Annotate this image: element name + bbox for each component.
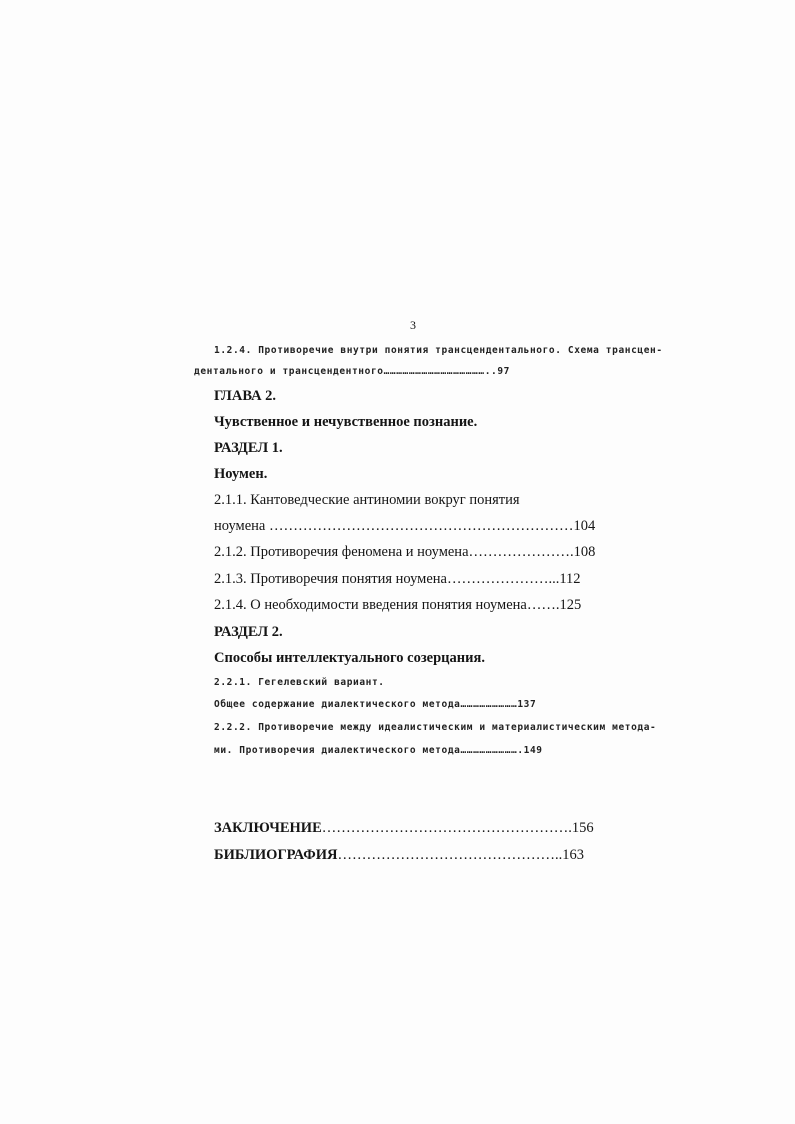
toc-entry-2-1-1-line1: 2.1.1. Кантоведческие антиномии вокруг понятия (214, 492, 520, 508)
page-number: 3 (410, 318, 416, 332)
toc-entry-2-2-1-line2: Общее содержание диалектического метода………………………137 (214, 699, 537, 710)
chapter-heading: ГЛАВА 2. (214, 388, 277, 404)
conclusion-leader: …………………………………………….156 (321, 820, 594, 836)
toc-entry-2-2-2-line1: 2.2.2. Противоречие между идеалистическим и материалистическим метода- (214, 722, 657, 733)
bibliography-leader: ………………………………………..163 (337, 847, 584, 863)
toc-bibliography (214, 847, 584, 864)
chapter-title: Чувственное и нечувственное познание. (214, 414, 478, 430)
bibliography-label: БИБЛИОГРАФИЯ (214, 847, 338, 863)
section-title-1: Ноумен. (214, 466, 268, 482)
toc-entry-2-1-3: 2.1.3. Противоречия понятия ноумена…………………...112 (214, 571, 581, 587)
section-title-2: Способы интеллектуального созерцания. (214, 650, 485, 666)
section-heading-2: РАЗДЕЛ 2. (214, 624, 283, 640)
toc-entry-2-1-1-line2: ноумена ………………………………………………………104 (214, 518, 596, 534)
section-heading-1: РАЗДЕЛ 1. (214, 440, 283, 456)
toc-conclusion (214, 820, 594, 837)
toc-entry-2-1-4: 2.1.4. О необходимости введения понятия ноумена…….125 (214, 597, 582, 613)
toc-entry-2-2-2-line2: ми. Противоречия диалектического метода……………………….149 (214, 745, 543, 756)
toc-entry-1-2-4-line2: дентального и трансцендентного…………………………………………..97 (194, 366, 510, 377)
toc-entry-2-1-2: 2.1.2. Противоречия феномена и ноумена………………….108 (214, 544, 596, 560)
toc-entry-1-2-4-line1: 1.2.4. Противоречие внутри понятия трансцендентального. Схема трансцен- (214, 345, 663, 356)
toc-entry-2-2-1-line1: 2.2.1. Гегелевский вариант. (214, 677, 385, 688)
conclusion-label: ЗАКЛЮЧЕНИЕ (214, 820, 322, 836)
